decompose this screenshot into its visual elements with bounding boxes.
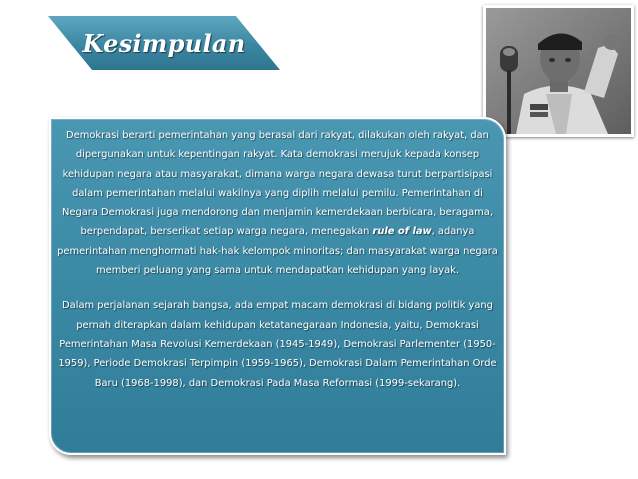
paragraph1-text-b: , adanya pemerintahan menghormati hak-hak kelompok minoritas; dan masyarakat warga negara memberi peluang yang sama untuk mendapatkan kehidupan yang layak.	[57, 226, 498, 277]
portrait-image	[486, 8, 631, 134]
portrait-photo	[483, 5, 634, 137]
paragraph-democracy-definition	[53, 126, 502, 280]
paragraph-spacer	[53, 280, 502, 296]
paragraph1-text-a: Demokrasi berarti pemerintahan yang berasal dari rakyat, dilakukan oleh rakyat, dan dipergunakan untuk kepentingan rakyat. Kata demokrasi merujuk kepada konsep kehidupan negara atau masyarakat, dimana warga negara dewasa turut berpartisipasi dalam pemerintahan melalui wakilnya yang diplih melalui pemilu. Pemerintahan di Negara Demokrasi juga mendorong dan menjamin kemerdekaan berbicara, beragama, berpendapat, berserikat setiap warga negara, menegakan	[61, 130, 493, 238]
paragraph-democracy-history: Dalam perjalanan sejarah bangsa, ada empat macam demokrasi di bidang politik yang pernah diterapkan dalam kehidupan ketatanegaraan Indonesia, yaitu, Demokrasi Pemerintahan Masa Revolusi Kemerdekaan (1945-1949), Demokrasi Parlementer (1950-1959), Periode Demokrasi Terpimpin (1959-1965), Demokrasi Dalam Pemerintahan Orde Baru (1968-1998), dan Demokrasi Pada Masa Reformasi (1999-sekarang).	[58, 300, 497, 389]
rule-of-law-emphasis: rule of law	[372, 226, 432, 238]
content-box	[49, 117, 506, 455]
slide-title: Kesimpulan	[82, 28, 246, 58]
content-text	[53, 126, 502, 393]
